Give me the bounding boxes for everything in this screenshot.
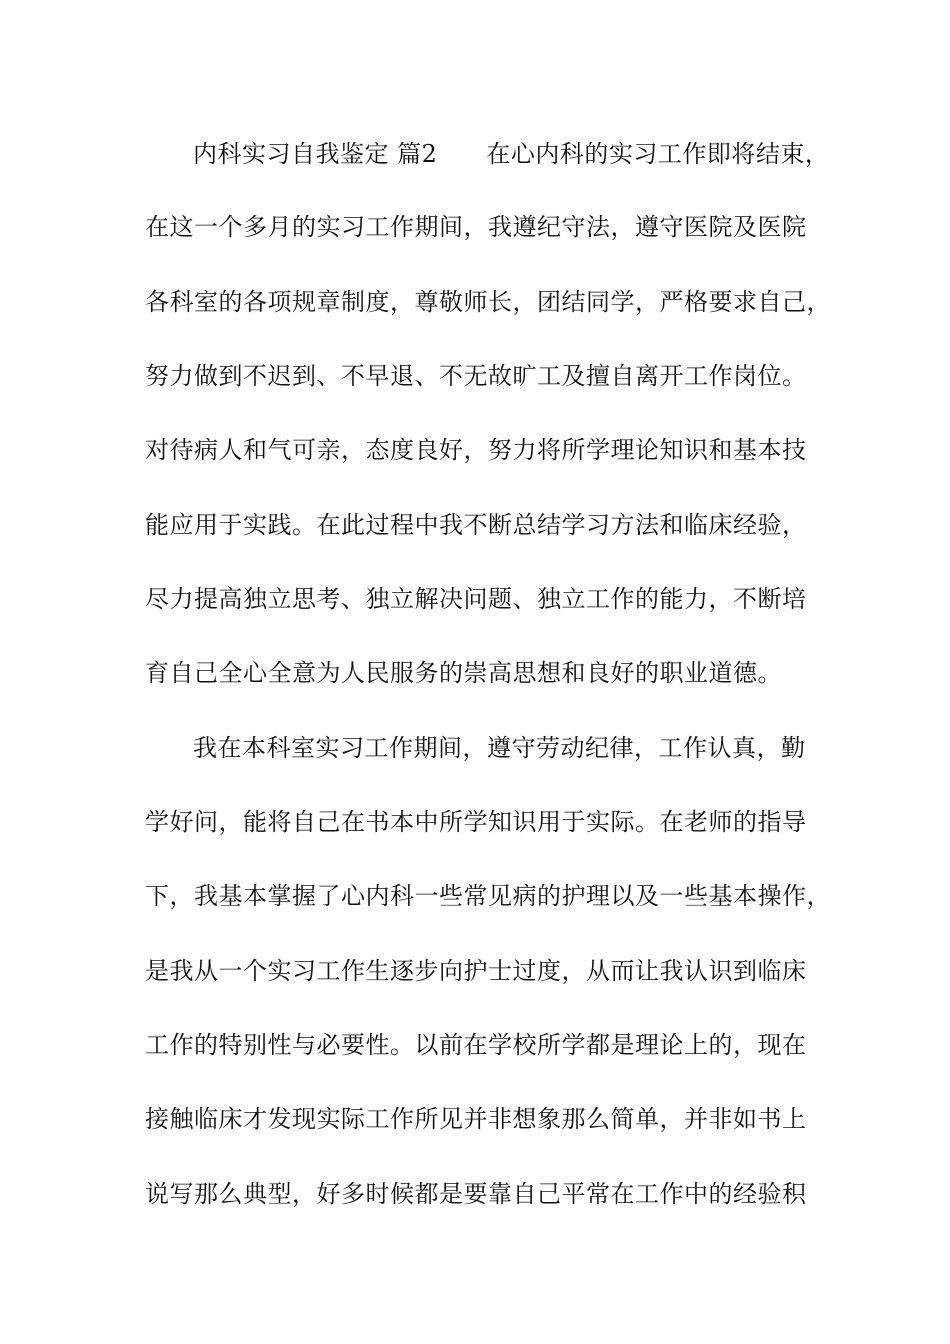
paragraph-1-line-8: 育自己全心全意为人民服务的崇高思想和良好的职业道德。 — [145, 659, 782, 687]
paragraph-1-line-5: 对待病人和气可亲，态度良好，努力将所学理论知识和基本技 — [145, 436, 807, 464]
paragraph-2-line-3: 下，我基本掌握了心内科一些常见病的护理以及一些基本操作， — [145, 882, 831, 910]
paragraph-1-line-6: 能应用于实践。在此过程中我不断总结学习方法和临床经验， — [145, 511, 807, 539]
paragraph-1-line-4: 努力做到不迟到、不早退、不无故旷工及擅自离开工作岗位。 — [145, 362, 807, 390]
paragraph-2-line-7: 说写那么典型，好多时候都是要靠自己平常在工作中的经验积 — [145, 1180, 807, 1208]
paragraph-1-line-3: 各科室的各项规章制度，尊敬师长，团结同学，严格要求自己， — [145, 288, 831, 316]
paragraph-1-line-2: 在这一个多月的实习工作期间，我遵纪守法，遵守医院及医院 — [145, 213, 807, 241]
paragraph-1-line-7: 尽力提高独立思考、独立解决问题、独立工作的能力，不断培 — [145, 585, 807, 613]
paragraph-2-line-2: 学好问，能将自己在书本中所学知识用于实际。在老师的指导 — [145, 808, 807, 836]
paragraph-2-line-4: 是我从一个实习工作生逐步向护士过度，从而让我认识到临床 — [145, 957, 807, 985]
paragraph-1-line-1: 内科实习自我鉴定 篇2 在心内科的实习工作即将结束， — [193, 140, 830, 168]
paragraph-2-line-5: 工作的特别性与必要性。以前在学校所学都是理论上的，现在 — [145, 1031, 807, 1059]
paragraph-2-line-1: 我在本科室实习工作期间，遵守劳动纪律，工作认真，勤 — [193, 734, 806, 762]
paragraph-2-line-6: 接触临床才发现实际工作所见并非想象那么简单，并非如书上 — [145, 1105, 807, 1133]
